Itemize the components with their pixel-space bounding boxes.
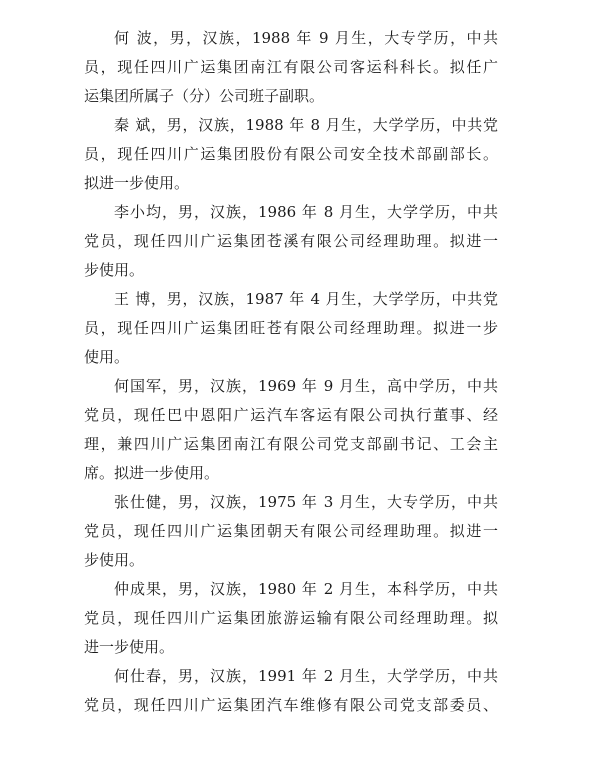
personnel-entry — [84, 662, 498, 720]
entry-line-first: 王 博，男，汉族，1987 年 4 月生，大学学历，中共党 — [114, 290, 498, 308]
personnel-entry — [84, 285, 498, 372]
entry-line: 运集团所属子（分）公司班子副职。 — [84, 87, 325, 105]
personnel-entry — [84, 372, 498, 488]
entry-line: 拟进一步使用。 — [84, 174, 190, 192]
entry-line: 党员，现任四川广运集团朝天有限公司经理助理。拟进一 — [84, 522, 498, 540]
personnel-entry — [84, 24, 498, 111]
entry-line-first: 仲成果，男，汉族，1980 年 2 月生，本科学历，中共 — [114, 580, 498, 598]
entry-line: 使用。 — [84, 348, 130, 366]
personnel-entry — [84, 488, 498, 575]
entry-line: 理，兼四川广运集团南江有限公司党支部副书记、工会主 — [84, 435, 498, 453]
entry-line-first: 何仕春，男，汉族，1991 年 2 月生，大学学历，中共 — [114, 667, 498, 685]
entry-line: 步使用。 — [84, 261, 145, 279]
personnel-entry — [84, 575, 498, 662]
entry-line-first: 秦 斌，男，汉族，1988 年 8 月生，大学学历，中共党 — [114, 116, 498, 134]
entry-line: 员，现任四川广运集团旺苍有限公司经理助理。拟进一步 — [84, 319, 498, 337]
personnel-entry — [84, 198, 498, 285]
entry-line: 党员，现任四川广运集团旅游运输有限公司经理助理。拟 — [84, 609, 498, 627]
entry-line: 党员，现任四川广运集团苍溪有限公司经理助理。拟进一 — [84, 232, 498, 250]
entry-line: 党员，现任四川广运集团汽车维修有限公司党支部委员、 — [84, 696, 498, 714]
entry-line-first: 何 波，男，汉族，1988 年 9 月生，大专学历，中共 — [114, 29, 498, 47]
entry-line: 员，现任四川广运集团南江有限公司客运科科长。拟任广 — [84, 58, 498, 76]
entry-line-first: 何国军，男，汉族，1969 年 9 月生，高中学历，中共 — [114, 377, 498, 395]
entry-line: 席。拟进一步使用。 — [84, 464, 220, 482]
personnel-list — [84, 24, 498, 720]
entry-line-first: 张仕健，男，汉族，1975 年 3 月生，大专学历，中共 — [114, 493, 498, 511]
personnel-entry — [84, 111, 498, 198]
entry-line: 党员，现任巴中恩阳广运汽车客运有限公司执行董事、经 — [84, 406, 498, 424]
entry-line-first: 李小均，男，汉族，1986 年 8 月生，大学学历，中共 — [114, 203, 498, 221]
entry-line: 员，现任四川广运集团股份有限公司安全技术部副部长。 — [84, 145, 498, 163]
entry-line: 步使用。 — [84, 551, 145, 569]
entry-line: 进一步使用。 — [84, 638, 175, 656]
